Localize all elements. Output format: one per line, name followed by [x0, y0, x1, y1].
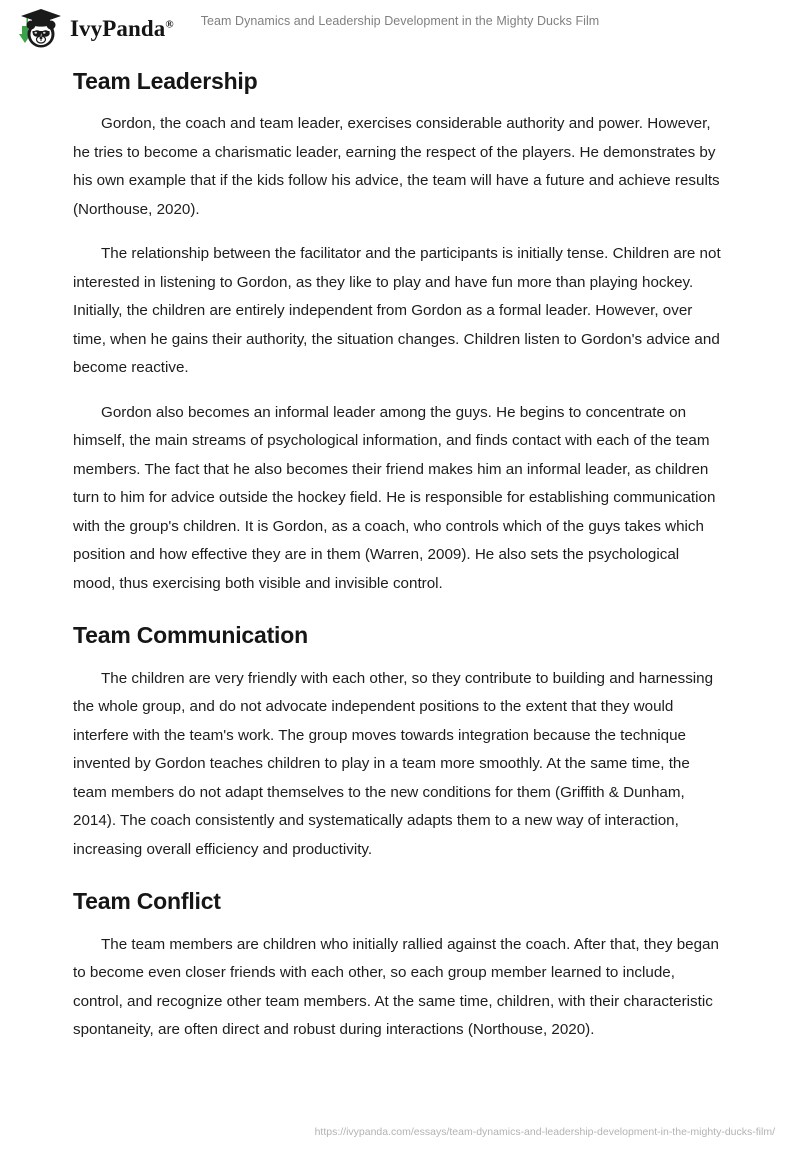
- section-heading: Team Leadership: [73, 68, 258, 94]
- registered-trademark-icon: ®: [165, 18, 174, 31]
- brand-wordmark-text: IvyPanda: [70, 16, 166, 41]
- paragraph: The team members are children who initially rallied against the coach. After that, they began to become even closer friends with each other, so each group member learned to include, control, and recognize other team members. At the same time, children, with their characteristic spontaneity, are often direct and robust during interactions (Northouse, 2020).: [73, 935, 719, 1039]
- source-url-link[interactable]: https://ivypanda.com/essays/team-dynamics-and-leadership-development-in-the-mighty-ducks-film/: [314, 1126, 775, 1138]
- document-body: [73, 68, 723, 1045]
- paragraph: Gordon, the coach and team leader, exercises considerable authority and power. However, he tries to become a charismatic leader, earning the respect of the players. He demonstrates by his own example that if the kids follow his advice, the team will have a future and achieve results (Northouse, 2020).: [73, 115, 720, 218]
- section-team-conflict: [73, 888, 723, 1044]
- paragraph: The relationship between the facilitator and the participants is initially tense. Children are not interested in listening to Gordon, as they like to play and have fun more than playing hockey. Initially, the children are entirely independent from Gordon as a formal leader. However, over time, when he gains their authority, the situation changes. Children listen to Gordon's advice and become reactive.: [73, 245, 721, 377]
- document-footer: [0, 1126, 800, 1146]
- document-header: [0, 0, 800, 58]
- section-team-communication: [73, 622, 723, 864]
- paragraph: Gordon also becomes an informal leader among the guys. He begins to concentrate on himself, the main streams of psychological information, and finds contact with each of the team members. The fact that he also becomes their friend makes him an informal leader, as children turn to him for advice outside the hockey field. He is responsible for establishing communication with the group's children. It is Gordon, as a coach, who controls which of the guys takes which position and how effective they are in them (Warren, 2009). He also sets the psychological mood, thus exercising both visible and invisible control.: [73, 403, 716, 592]
- section-heading: Team Conflict: [73, 888, 221, 915]
- section-team-leadership: [73, 68, 723, 598]
- section-heading: Team Communication: [73, 622, 308, 649]
- running-header-title: Team Dynamics and Leadership Development in the Mighty Ducks Film: [200, 14, 600, 28]
- paragraph: The children are very friendly with each other, so they contribute to building and harnessing the whole group, and do not advocate independent positions to the extent that they would interfere with the team's work. The group moves towards integration because the technique invented by Gordon teaches children to play in a team more smoothly. At the same time, the team members do not adapt themselves to the new conditions for them (Griffith & Dunham, 2014). The coach consistently and systematically adapts them to a new way of interaction, increasing overall efficiency and productivity.: [73, 669, 714, 858]
